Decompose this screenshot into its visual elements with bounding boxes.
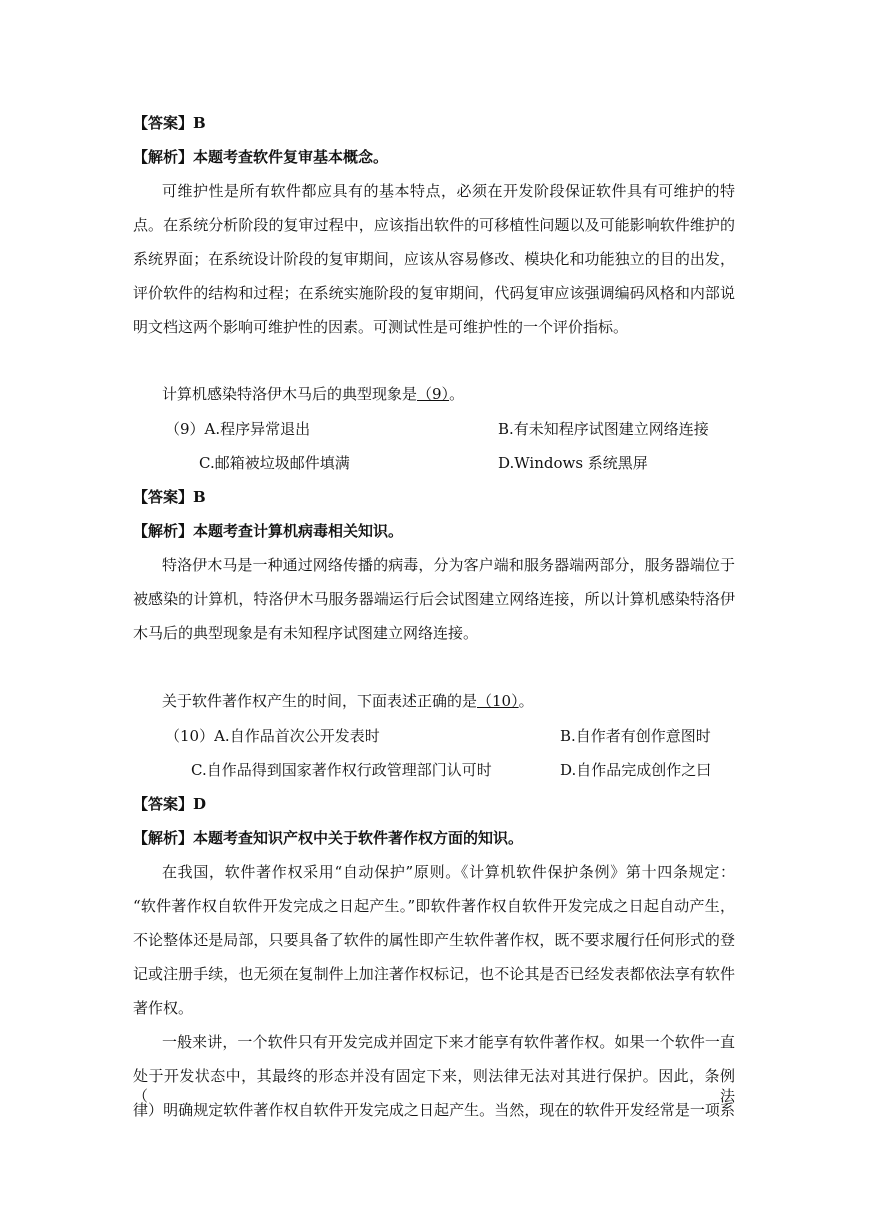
analysis-line	[133, 147, 388, 167]
question-end: 。	[518, 692, 534, 710]
analysis-label: 【解析】	[133, 829, 194, 847]
explanation-line: 处于开发状态中，其最终的形态并没有固定下来，则法律无法对其进行保护。因此，条例（法	[133, 1067, 735, 1105]
question-blank: （10）	[477, 692, 519, 710]
explanation-line: 不论整体还是局部，只要具备了软件的属性即产生软件著作权，既不要求履行任何形式的登	[133, 931, 735, 949]
explanation-line: 一般来讲，一个软件只有开发完成并固定下来才能享有软件著作权。如果一个软件一直	[162, 1033, 735, 1051]
explanation-line: 可维护性是所有软件都应具有的基本特点，必须在开发阶段保证软件具有可维护的特	[162, 182, 735, 200]
answer-line	[133, 113, 206, 133]
question-line	[162, 384, 464, 404]
explanation-line: 系统界面；在系统设计阶段的复审期间，应该从容易修改、模块化和功能独立的目的出发，	[133, 250, 735, 268]
analysis-line	[133, 828, 523, 848]
answer-line	[133, 794, 206, 814]
answer-value: D	[193, 795, 207, 813]
explanation-line: “软件著作权自软件开发完成之日起产生。”即软件著作权自软件开发完成之日起自动产生，	[133, 897, 735, 915]
analysis-label: 【解析】	[133, 148, 194, 166]
option-d: D.Windows 系统黑屏	[498, 454, 648, 472]
option-c: C.邮箱被垃圾邮件填满	[199, 454, 350, 472]
explanation-line: 被感染的计算机，特洛伊木马服务器端运行后会试图建立网络连接，所以计算机感染特洛伊	[133, 590, 735, 608]
analysis-title: 本题考查知识产权中关于软件著作权方面的知识。	[193, 829, 524, 847]
option-a: （9）A.程序异常退出	[165, 420, 311, 438]
explanation-line: 点。在系统分析阶段的复审过程中，应该指出软件的可移植性问题以及可能影响软件维护的	[133, 216, 735, 234]
option-a: （10）A.自作品首次公开发表时	[165, 727, 380, 745]
question-blank: （9）	[417, 385, 450, 403]
answer-value: B	[193, 488, 206, 506]
question-line	[162, 691, 534, 711]
question-text: 计算机感染特洛伊木马后的典型现象是	[162, 385, 418, 403]
analysis-title: 本题考查计算机病毒相关知识。	[193, 522, 404, 540]
question-text: 关于软件著作权产生的时间，下面表述正确的是	[162, 692, 478, 710]
explanation-line: 在我国，软件著作权采用“自动保护”原则。《计算机软件保护条例》第十四条规定：	[162, 863, 735, 881]
explanation-line: 记或注册手续，也无须在复制件上加注著作权标记，也不论其是否已经发表都依法享有软件	[133, 965, 735, 983]
option-c: C.自作品得到国家著作权行政管理部门认可时	[191, 761, 492, 779]
answer-label: 【答案】	[133, 795, 194, 813]
analysis-title: 本题考查软件复审基本概念。	[193, 148, 389, 166]
option-b: B.自作者有创作意图时	[560, 727, 711, 745]
explanation-line: 著作权。	[133, 999, 194, 1017]
explanation-line: 明文档这两个影响可维护性的因素。可测试性是可维护性的一个评价指标。	[133, 318, 629, 336]
analysis-label: 【解析】	[133, 522, 194, 540]
answer-label: 【答案】	[133, 488, 194, 506]
analysis-line	[133, 521, 403, 541]
option-b: B.有未知程序试图建立网络连接	[498, 420, 709, 438]
explanation-line: 律）明确规定软件著作权自软件开发完成之日起产生。当然，现在的软件开发经常是一项系	[133, 1101, 735, 1119]
explanation-line: 特洛伊木马是一种通过网络传播的病毒，分为客户端和服务器端两部分，服务器端位于	[162, 556, 735, 574]
option-d: D.自作品完成创作之曰	[560, 761, 712, 779]
explanation-line: 评价软件的结构和过程；在系统实施阶段的复审期间，代码复审应该强调编码风格和内部说	[133, 284, 735, 302]
answer-line	[133, 487, 206, 507]
answer-value: B	[193, 114, 206, 132]
explanation-line: 木马后的典型现象是有未知程序试图建立网络连接。	[133, 624, 479, 642]
answer-label: 【答案】	[133, 114, 194, 132]
question-end: 。	[449, 385, 465, 403]
